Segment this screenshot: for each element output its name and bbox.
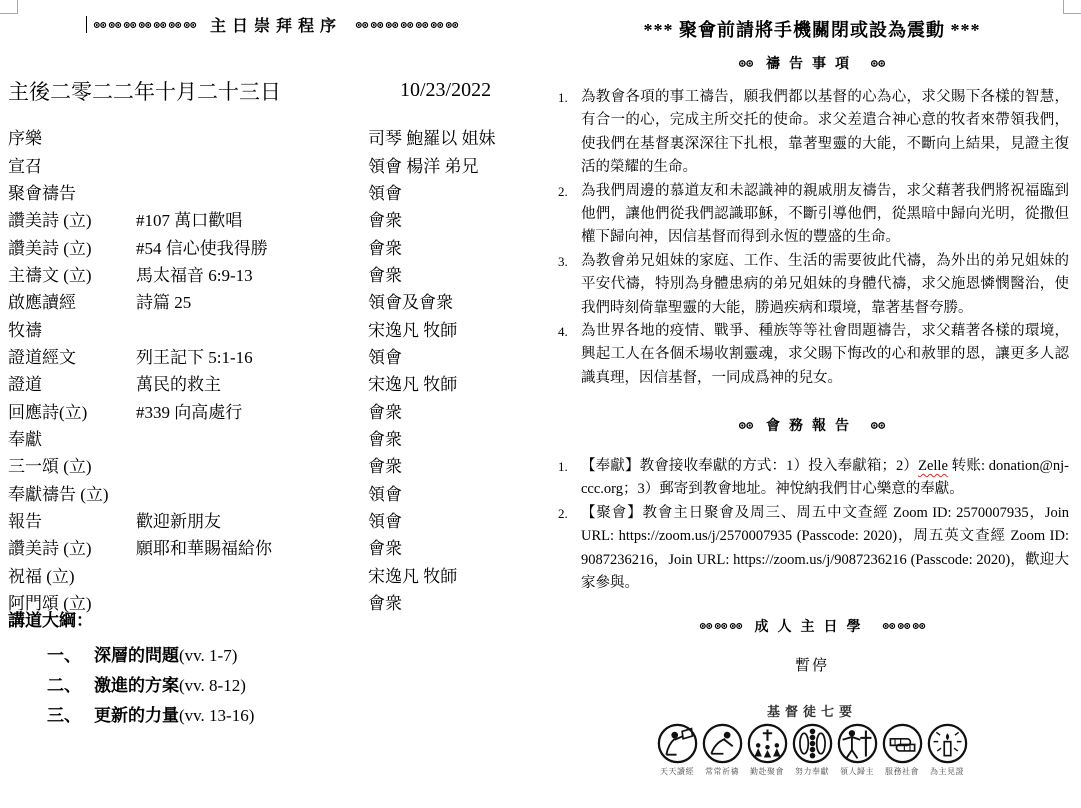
text-cursor bbox=[86, 16, 87, 33]
program-row bbox=[8, 287, 556, 314]
sunday-school-status: 暫停 bbox=[794, 658, 829, 674]
outline-item-number: 三、 bbox=[47, 706, 81, 725]
program-row bbox=[8, 533, 556, 560]
outline-item-number: 二、 bbox=[47, 676, 81, 695]
outline-item-verses: (vv. 13-16) bbox=[179, 706, 255, 725]
service-date-numeric: 10/23/2022 bbox=[400, 79, 492, 101]
program-item-role: 會衆 bbox=[368, 238, 402, 258]
phone-silence-notice: *** 聚會前請將手機關閉或設為震動 *** bbox=[643, 20, 981, 40]
program-item-role: 領會及會衆 bbox=[368, 293, 453, 313]
program-item-role: 宋逸凡 牧師 bbox=[368, 320, 458, 340]
program-item-label: 證道經文 bbox=[8, 347, 76, 367]
program-row bbox=[8, 150, 556, 177]
program-item-label: 主禱文 (立) bbox=[8, 265, 92, 285]
program-item-role: 領會 bbox=[368, 183, 402, 203]
program-item-label: 聚會禱告 bbox=[8, 183, 76, 203]
essential-label: 常常祈禱 bbox=[705, 767, 739, 776]
program-row bbox=[8, 424, 556, 451]
prayer-item-text: 為教會各項的事工禱告，願我們都以基督的心為心，求父賜下各樣的智慧，有合一的心，完成主所交托的使命。求父差遣合神心意的牧者來帶領我們，使我們在基督裏深深往下扎根，靠著聖靈的大能，不斷向上結果，見證主復活的榮耀的生命。 bbox=[581, 89, 1069, 176]
program-item-label: 奉獻禱告 (立) bbox=[8, 484, 109, 504]
program-item-role: 會衆 bbox=[368, 265, 402, 285]
program-item-label: 牧禱 bbox=[8, 320, 42, 340]
text-boundary-mark-top-left bbox=[0, 0, 18, 14]
announcements-section-header bbox=[557, 415, 1067, 435]
floral-ornament-icons-left bbox=[699, 622, 743, 630]
program-item-detail: 願耶和華賜福給你 bbox=[136, 539, 272, 559]
serve-society-icon bbox=[882, 723, 923, 764]
program-item-label: 讚美詩 (立) bbox=[8, 238, 92, 258]
sermon-outline-item bbox=[47, 641, 237, 666]
lead-people-to-lord-icon bbox=[837, 723, 878, 764]
program-item-detail: #107 萬口歡唱 bbox=[136, 211, 243, 231]
program-row bbox=[8, 561, 556, 588]
program-item-label: 啟應讀經 bbox=[8, 293, 76, 313]
prayer-section-title: 禱告事項 bbox=[766, 57, 858, 72]
program-item-label: 回應詩(立) bbox=[8, 402, 88, 422]
list-number: 1. bbox=[558, 90, 568, 105]
program-item-label: 宣召 bbox=[8, 156, 42, 176]
prayer-section-header bbox=[557, 53, 1067, 73]
outline-item-title: 深層的問題 bbox=[94, 646, 179, 665]
seven-essentials-icons bbox=[557, 723, 1067, 764]
program-row bbox=[8, 478, 556, 505]
prayer-item bbox=[557, 320, 1069, 390]
program-item-label: 三一頌 (立) bbox=[8, 457, 92, 477]
prayer-item bbox=[557, 250, 1069, 320]
program-item-detail: 萬民的救主 bbox=[136, 375, 221, 395]
constant-prayer-icon bbox=[702, 723, 743, 764]
program-item-role: 會衆 bbox=[368, 457, 402, 477]
outline-item-verses: (vv. 1-7) bbox=[179, 646, 238, 665]
program-row bbox=[8, 342, 556, 369]
list-number: 2. bbox=[558, 505, 568, 521]
floral-ornament-icons-right bbox=[355, 21, 459, 29]
announcement-text: 【奉獻】教會接收奉獻的方式：1）投入奉獻箱；2） bbox=[581, 458, 919, 474]
program-item-label: 讚美詩 (立) bbox=[8, 211, 92, 231]
program-item-role: 會衆 bbox=[368, 539, 402, 559]
program-row bbox=[8, 178, 556, 205]
outline-item-verses: (vv. 8-12) bbox=[179, 676, 246, 695]
program-item-role: 會衆 bbox=[368, 402, 402, 422]
program-item-label: 奉獻 bbox=[8, 429, 42, 449]
announcement-text: 转账: donation@nj-ccc.org；3）郵寄到教會地址。神悅納我們甘心樂意的奉獻。 bbox=[581, 458, 1069, 498]
essential-label: 勤赴聚會 bbox=[750, 767, 784, 776]
outline-item-title: 激進的方案 bbox=[94, 676, 179, 695]
diligent-offering-icon bbox=[792, 723, 833, 764]
announcement-item bbox=[557, 455, 1069, 502]
program-item-label: 讚美詩 (立) bbox=[8, 539, 92, 559]
floral-ornament-icon bbox=[738, 59, 754, 68]
essential-label: 領人歸主 bbox=[840, 767, 874, 776]
prayer-item bbox=[557, 86, 1069, 180]
program-item-role: 司琴 鮑羅以 姐妹 bbox=[368, 129, 496, 149]
outline-item-number: 一、 bbox=[47, 646, 81, 665]
program-item-label: 阿門頌 (立) bbox=[8, 594, 92, 614]
witness-for-lord-icon bbox=[927, 723, 968, 764]
essential-label: 為主見證 bbox=[930, 767, 964, 776]
floral-ornament-icon bbox=[870, 59, 886, 68]
program-item-role: 領會 bbox=[368, 347, 402, 367]
sermon-outline-heading: 講道大綱： bbox=[8, 611, 93, 630]
prayer-item-text: 為教會弟兄姐妹的家庭、工作、生活的需要彼此代禱，為外出的弟兄姐妹的平安代禱，特別為身體患病的弟兄姐妹的身體代禱，求父施恩憐憫醫治，使我們時刻倚靠聖靈的大能，勝過疾病和環境，靠著基督夸勝。 bbox=[581, 252, 1069, 316]
program-item-role: 宋逸凡 牧師 bbox=[368, 375, 458, 395]
list-number: 4. bbox=[558, 324, 568, 340]
essential-label: 努力奉獻 bbox=[795, 767, 829, 776]
announcement-item bbox=[557, 502, 1069, 596]
program-item-label: 祝福 (立) bbox=[8, 566, 75, 586]
sunday-school-section-header bbox=[557, 616, 1067, 636]
program-item-label: 序樂 bbox=[8, 129, 42, 149]
program-item-role: 會衆 bbox=[368, 211, 402, 231]
program-item-detail: #339 向高處行 bbox=[136, 402, 243, 422]
announcement-text: 【聚會】教會主日聚會及周三、周五中文查經 Zoom ID: 2570007935，Join URL: https://zoom.us/j/2570007935 (Passcode: 2020)，周五英文查經 Zoom ID: 9087236216，Join URL: https://zoom.us/j/9087236216 (Passcode: 2020)，歡迎大家參與。 bbox=[581, 504, 1069, 592]
program-item-detail: 列王記下 5:1-16 bbox=[136, 347, 253, 367]
daily-bible-reading-icon bbox=[657, 723, 698, 764]
program-item-role: 領會 楊洋 弟兄 bbox=[368, 156, 479, 176]
program-item-detail: 歡迎新朋友 bbox=[136, 511, 221, 531]
sermon-outline-item bbox=[47, 671, 246, 696]
page-title: 主日崇拜程序 bbox=[209, 18, 342, 35]
program-item-detail: 詩篇 25 bbox=[136, 293, 192, 313]
essential-label: 服務社會 bbox=[885, 767, 919, 776]
seven-essentials-labels bbox=[557, 766, 1067, 777]
program-item-label: 證道 bbox=[8, 375, 42, 395]
floral-ornament-icons-right bbox=[882, 622, 926, 630]
bulletin-title-row bbox=[0, 13, 545, 36]
order-of-worship bbox=[8, 123, 556, 615]
essential-label: 天天讀經 bbox=[660, 767, 694, 776]
program-row bbox=[8, 314, 556, 341]
sermon-outline-item bbox=[47, 701, 254, 726]
text-boundary-mark-top-right bbox=[1063, 0, 1081, 14]
program-row bbox=[8, 451, 556, 478]
list-number: 3. bbox=[558, 253, 568, 269]
prayer-item-text: 為世界各地的疫情、戰爭、種族等等社會問題禱告，求父藉著各樣的環境，興起工人在各個禾場收割靈魂，求父賜下悔改的心和赦罪的恩，讓更多人認識真理，因信基督，一同成爲神的兒女。 bbox=[581, 323, 1069, 386]
sunday-school-section-title: 成人主日學 bbox=[754, 620, 870, 635]
zelle-text-spellcheck: Zelle bbox=[918, 458, 948, 474]
announcements-list bbox=[557, 455, 1069, 595]
program-row bbox=[8, 506, 556, 533]
floral-ornament-icon bbox=[738, 421, 754, 430]
service-date-chinese: 主後二零二二年十月二十三日 bbox=[8, 80, 281, 104]
floral-ornament-icons-left bbox=[93, 21, 197, 29]
program-row bbox=[8, 369, 556, 396]
program-item-role: 領會 bbox=[368, 484, 402, 504]
program-item-label: 報告 bbox=[8, 511, 42, 531]
program-item-role: 領會 bbox=[368, 511, 402, 531]
prayer-item-text: 為我們周邊的慕道友和未認識神的親戚朋友禱告，求父藉著我們將祝福臨到他們，讓他們從我們認識耶穌，不斷引導他們，從黑暗中歸向光明，從撒但權下歸向神，因信基督而得到永恆的豐盛的生命。 bbox=[581, 182, 1069, 246]
outline-item-title: 更新的力量 bbox=[94, 706, 179, 725]
program-row bbox=[8, 205, 556, 232]
prayer-items-list bbox=[557, 86, 1069, 390]
program-row bbox=[8, 232, 556, 259]
announcements-section-title: 會務報告 bbox=[766, 419, 858, 434]
program-item-role: 會衆 bbox=[368, 429, 402, 449]
program-item-detail: 馬太福音 6:9-13 bbox=[136, 265, 253, 285]
list-number: 2. bbox=[558, 183, 568, 199]
list-number: 1. bbox=[558, 459, 568, 474]
program-item-detail: #54 信心使我得勝 bbox=[136, 238, 268, 258]
program-row bbox=[8, 396, 556, 423]
program-row bbox=[8, 260, 556, 287]
program-row bbox=[8, 123, 556, 150]
floral-ornament-icon bbox=[870, 421, 886, 430]
program-item-role: 宋逸凡 牧師 bbox=[368, 566, 458, 586]
seven-essentials-image bbox=[557, 701, 1067, 777]
attend-meetings-icon bbox=[747, 723, 788, 764]
prayer-item bbox=[557, 180, 1069, 250]
seven-essentials-title: 基督徒七要 bbox=[766, 704, 857, 719]
program-item-role: 會衆 bbox=[368, 594, 402, 614]
